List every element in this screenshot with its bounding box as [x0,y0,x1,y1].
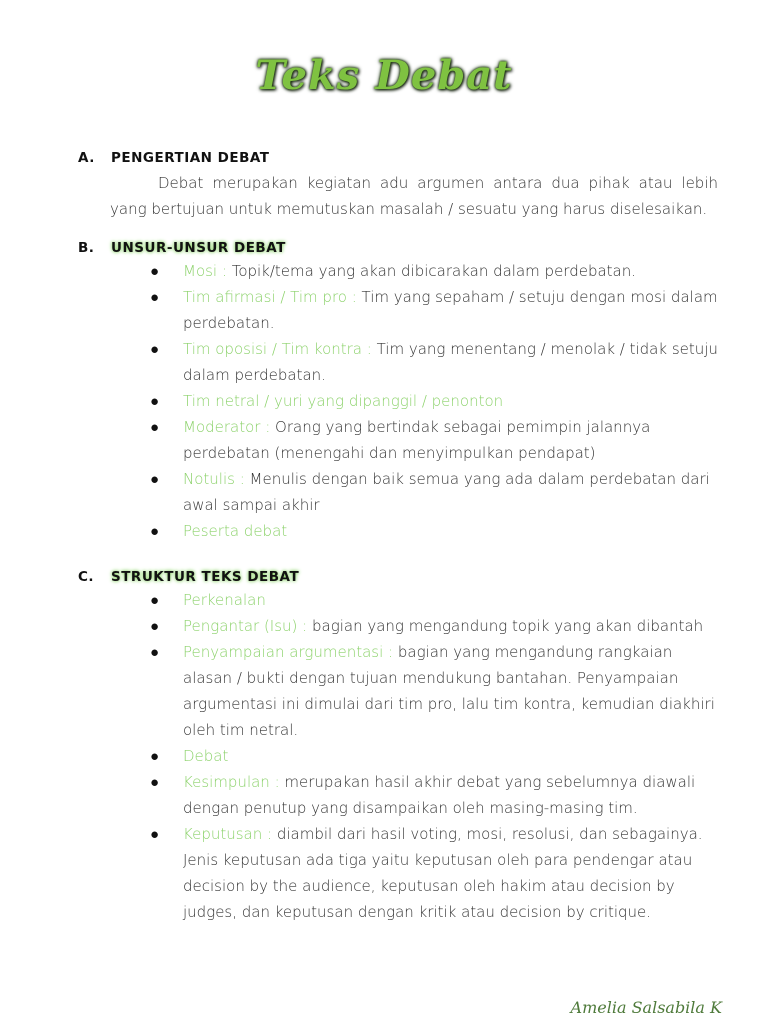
item-term: Notulis : [183,470,250,488]
list-item [150,284,718,336]
section-letter: B. [78,240,95,256]
section-title: UNSUR-UNSUR DEBAT [111,240,286,256]
bullet-icon: ● [150,418,160,436]
item-term: Moderator : [183,418,276,436]
list-item [150,587,718,613]
list-item [150,466,718,518]
section-letter: A. [78,150,95,166]
list-item [150,518,718,544]
section-title: PENGERTIAN DEBAT [111,150,270,166]
list-item [150,769,718,821]
section-pengertian [78,150,718,222]
bullet-icon: ● [150,825,160,843]
item-text: Tim yang menentang / menolak / tidak setuju dalam perdebatan. [183,340,718,384]
section-struktur [78,569,718,925]
item-text: Menulis dengan baik semua yang ada dalam perdebatan dari awal sampai akhir [183,470,710,514]
bullet-icon: ● [150,340,160,358]
list-item [150,336,718,388]
author-signature: Amelia Salsabila K [570,998,722,1017]
struktur-list [78,587,718,925]
definition-text: Debat merupakan kegiatan adu argumen antara dua pihak atau lebih yang bertujuan untuk memutuskan masalah / sesuatu yang harus diselesaikan. [110,174,718,218]
list-item [150,258,718,284]
page-title: Teks Debat [255,52,513,99]
bullet-icon: ● [150,288,160,306]
item-term: Pengantar (Isu) : [183,617,312,635]
item-text: Topik/tema yang akan dibicarakan dalam perdebatan. [231,262,637,280]
bullet-icon: ● [150,470,160,488]
section-unsur [78,240,718,544]
section-letter: C. [78,569,95,585]
unsur-list [78,258,718,544]
bullet-icon: ● [150,617,160,635]
item-text: diambil dari hasil voting, mosi, resolusi, dan sebagainya. Jenis keputusan ada tiga yaitu keputusan oleh para pendengar atau decision by the audience, keputusan oleh hakim atau decision by judges, dan keputusan dengan kritik atau decision by critique. [183,825,703,921]
list-item [150,388,718,414]
section-title: STRUKTUR TEKS DEBAT [111,569,300,585]
bullet-icon: ● [150,522,160,540]
item-text: bagian yang mengandung topik yang akan dibantah [312,617,704,635]
section-heading [78,240,718,256]
list-item [150,414,718,466]
item-term: Debat [183,747,229,765]
item-term: Mosi : [183,262,232,280]
bullet-icon: ● [150,591,160,609]
item-term: Kesimpulan : [183,773,285,791]
item-term: Peserta debat [183,522,288,540]
bullet-icon: ● [150,643,160,661]
list-item [150,743,718,769]
list-item [150,613,718,639]
definition-paragraph [110,170,718,222]
bullet-icon: ● [150,262,160,280]
section-heading [78,150,718,166]
item-term: Tim netral / yuri yang dipanggil / penonton [183,392,504,410]
list-item [150,639,718,743]
item-text: merupakan hasil akhir debat yang sebelumnya diawali dengan penutup yang disampaikan oleh masing-masing tim. [183,773,696,817]
section-heading [78,569,718,585]
item-text: Tim yang sepaham / setuju dengan mosi dalam perdebatan. [183,288,718,332]
item-text: bagian yang mengandung rangkaian alasan / bukti dengan tujuan mendukung bantahan. Penyampaian argumentasi ini dimulai dari tim pro, lalu tim kontra, kemudian diakhiri oleh tim netral. [183,643,715,739]
item-term: Penyampaian argumentasi : [183,643,398,661]
list-item [150,821,718,925]
bullet-icon: ● [150,392,160,410]
item-term: Tim oposisi / Tim kontra : [183,340,377,358]
bullet-icon: ● [150,773,160,791]
item-term: Tim afirmasi / Tim pro : [183,288,362,306]
item-text: Orang yang bertindak sebagai pemimpin jalannya perdebatan (menengahi dan menyimpulkan pendapat) [183,418,651,462]
item-term: Perkenalan [183,591,266,609]
bullet-icon: ● [150,747,160,765]
item-term: Keputusan : [183,825,277,843]
